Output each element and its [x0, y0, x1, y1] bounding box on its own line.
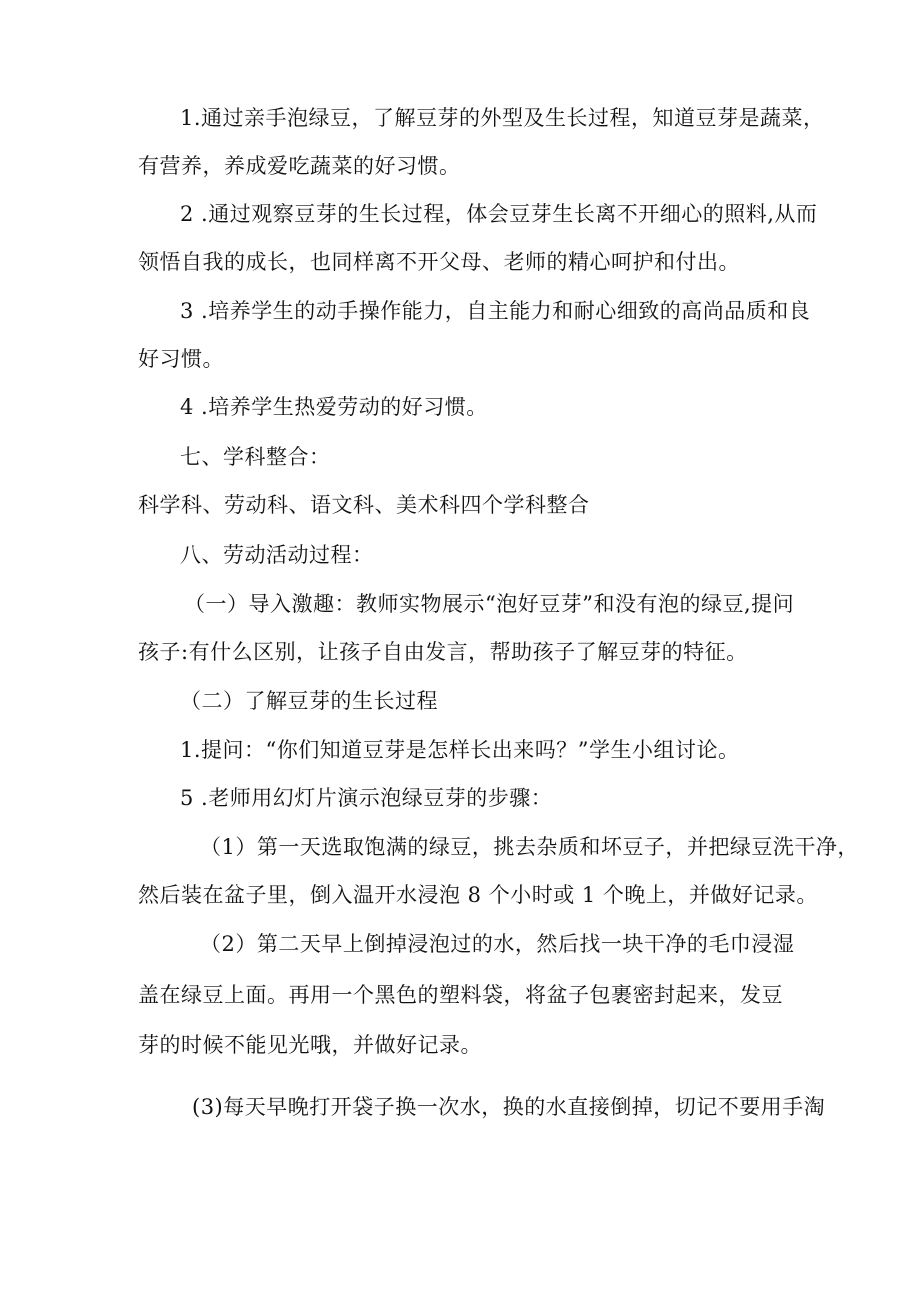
slideshow-line: 5 .老师用幻灯片演示泡绿豆芽的步骤： [180, 786, 553, 810]
step-detail-2-line-1: （2）第二天早上倒掉浸泡过的水，然后找一块干净的毛巾浸湿 [200, 932, 795, 956]
step-1-line-1: （一）导入激趣：教师实物展示“泡好豆芽”和没有泡的绿豆,提问 [184, 592, 795, 616]
step-detail-1-line-1: （1）第一天选取饱满的绿豆，挑去杂质和坏豆子，并把绿豆洗干净， [200, 835, 859, 859]
question-line: 1.提问：“你们知道豆芽是怎样长出来吗？”学生小组讨论。 [180, 738, 740, 762]
objective-3-line-2: 好习惯。 [138, 347, 224, 371]
section-heading-8: 八、劳动活动过程： [180, 543, 374, 567]
section-heading-7: 七、学科整合： [180, 445, 331, 469]
objective-1-line-1: 1.通过亲手泡绿豆，了解豆芽的外型及生长过程，知道豆芽是蔬菜， [180, 106, 825, 130]
objective-1-line-2: 有营养，养成爱吃蔬菜的好习惯。 [138, 154, 461, 178]
subject-integration-text: 科学科、劳动科、语文科、美术科四个学科整合 [138, 493, 590, 517]
objective-2-line-2: 领悟自我的成长，也同样离不开父母、老师的精心呵护和付出。 [138, 250, 740, 274]
objective-3-line-1: 3 .培养学生的动手操作能力，自主能力和耐心细致的高尚品质和良 [180, 299, 811, 323]
step-2-heading: （二）了解豆芽的生长过程 [180, 689, 438, 713]
step-detail-3-line-1: (3)每天早晚打开袋子换一次水，换的水直接倒掉，切记不要用手淘 [192, 1095, 826, 1119]
objective-2-line-1: 2 .通过观察豆芽的生长过程，体会豆芽生长离不开细心的照料,从而 [180, 202, 818, 226]
step-1-line-2: 孩子:有什么区别，让孩子自由发言，帮助孩子了解豆芽的特征。 [138, 640, 748, 664]
objective-4-line: 4 .培养学生热爱劳动的好习惯。 [180, 395, 488, 419]
step-detail-2-line-2: 盖在绿豆上面。再用一个黑色的塑料袋，将盆子包裹密封起来，发豆 [138, 983, 783, 1007]
step-detail-2-line-3: 芽的时候不能见光哦，并做好记录。 [138, 1033, 482, 1057]
step-detail-1-line-2: 然后装在盆子里，倒入温开水浸泡 8 个小时或 1 个晚上，并做好记录。 [138, 883, 818, 907]
